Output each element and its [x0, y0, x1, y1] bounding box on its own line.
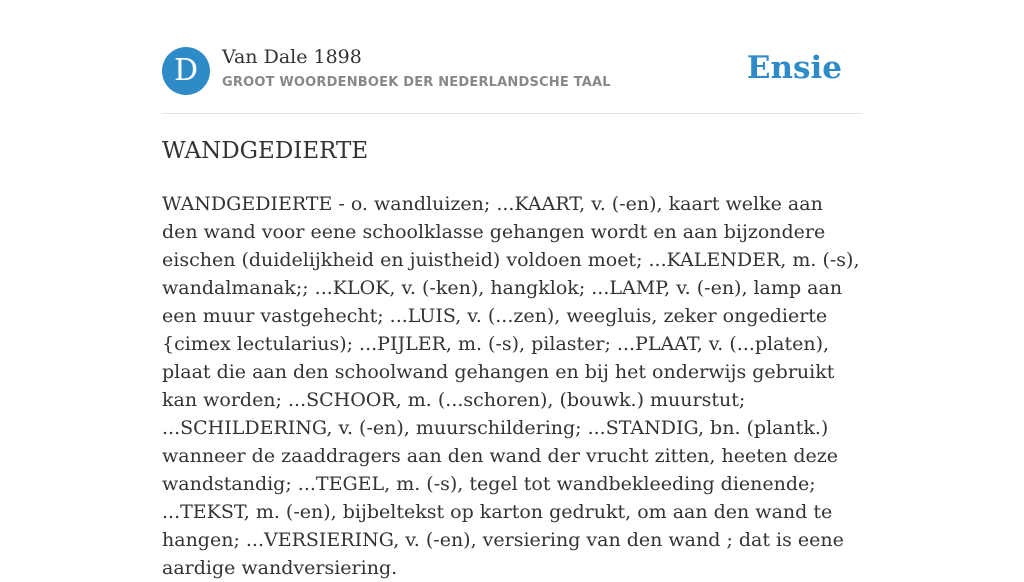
source-title[interactable]: Van Dale 1898	[222, 46, 362, 68]
header-divider	[162, 113, 862, 114]
brand-logo[interactable]: Ensie	[746, 50, 842, 86]
page-title: WANDGEDIERTE	[162, 138, 369, 164]
source-subtitle: GROOT WOORDENBOEK DER NEDERLANDSCHE TAAL	[222, 75, 611, 90]
entry-definition: WANDGEDIERTE - o. wandluizen; ...KAART, v. (-en), kaart welke aan den wand voor eene schoolklasse gehangen wordt en aan bijzondere eischen (duidelijkheid en juistheid) voldoen moet; ...KALENDER, m. (-s), wandalmanak;; ...KLOK, v. (-ken), hangklok; ...LAMP, v. (-en), lamp aan een muur vastgehecht; ...LUIS, v. (...zen), weegluis, zeker ongedierte {cimex lectularius); ...PIJLER, m. (-s), pilaster; ...PLAAT, v. (...platen), plaat die aan den schoolwand gehangen en bij het onderwijs gebruikt kan worden; ...SCHOOR, m. (...schoren), (bouwk.) muurstut; ...SCHILDERING, v. (-en), muurschildering; ...STANDIG, bn. (plantk.) wanneer de zaaddragers aan den wand der vrucht zitten, heeten deze wandstandig; ...TEGEL, m. (-s), tegel tot wandbekleeding dienende; ...TEKST, m. (-en), bijbeltekst op karton gedrukt, om aan den wand te hangen; ...VERSIERING, v. (-en), versiering van den wand ; dat is eene aardige wandversiering.	[162, 193, 860, 579]
source-logo[interactable]: D	[162, 47, 210, 95]
header	[162, 46, 862, 96]
